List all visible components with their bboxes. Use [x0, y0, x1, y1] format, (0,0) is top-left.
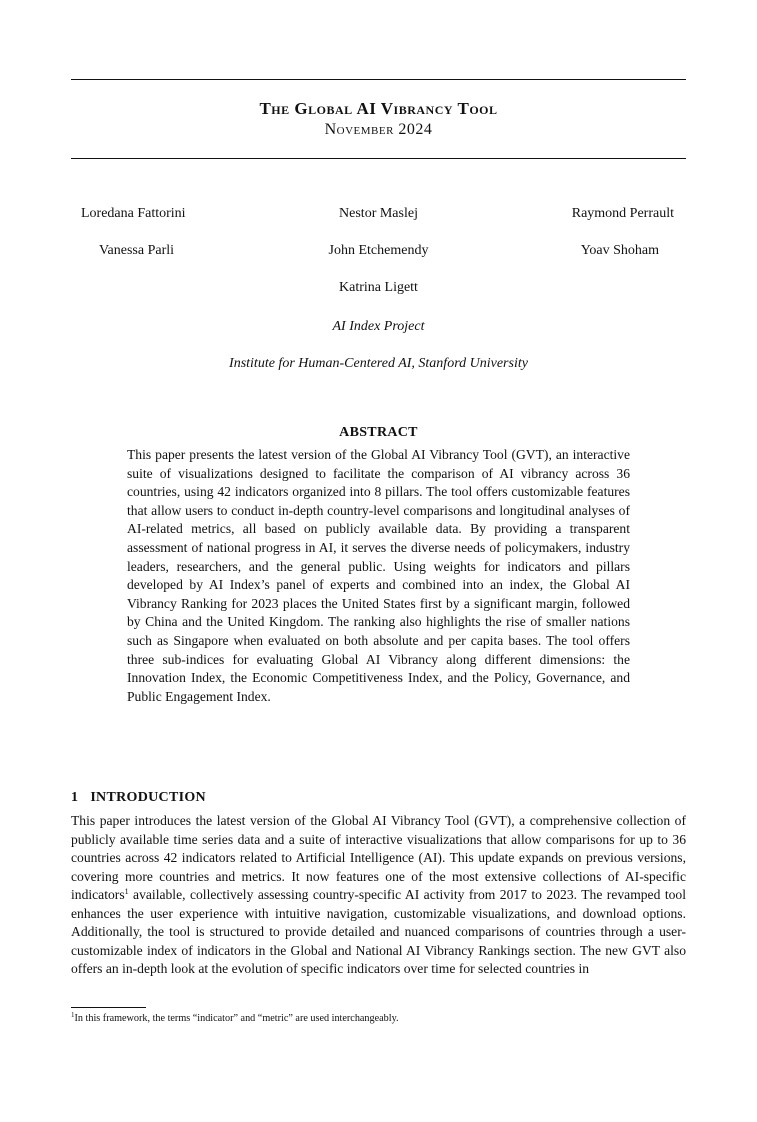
author-name: Raymond Perrault [571, 206, 674, 221]
author-row-2 [71, 243, 686, 280]
author-name: Yoav Shoham [580, 243, 659, 258]
title-bottom-rule [71, 158, 686, 159]
section-number: 1 [71, 790, 79, 805]
paper-title: The Global AI Vibrancy Tool [259, 99, 498, 118]
footnote-text: In this framework, the terms “indicator” and “metric” are used interchangeably. [74, 1013, 399, 1024]
introduction-text [71, 812, 686, 979]
abstract-text: This paper presents the latest version of the Global AI Vibrancy Tool (GVT), an interactive suite of visualizations designed to facilitate the comparison of AI vibrancy across 36 countries, using 42 indicators organized into 8 pillars. The tool offers customizable features that allow users to conduct in-depth country-level comparisons and longitudinal analyses of AI-related metrics, all based on publicly available data. By providing a transparent assessment of national progress in AI, it serves the diverse needs of policymakers, industry leaders, researchers, and the general public. Using weights for indicators and pillars developed by AI Index’s panel of experts and combined into an index, the Global AI Vibrancy Ranking for 2023 places the United States first by a significant margin, followed by China and the United Kingdom. The ranking also highlights the rise of smaller nations such as Singapore when evaluated on both absolute and per capita bases. The tool offers three sub-indices for evaluating Global AI Vibrancy along different dimensions: the Innovation Index, the Economic Competitiveness Index, and the Policy, Governance, and Public Engagement Index. [127, 447, 630, 704]
author-row-3 [71, 280, 686, 317]
abstract-heading: ABSTRACT [339, 425, 418, 440]
title-block [71, 98, 686, 140]
footnote-reference[interactable]: 1 [124, 887, 129, 896]
affiliation-institute: Institute for Human-Centered AI, Stanford University [229, 356, 528, 371]
footnote [71, 1012, 686, 1025]
title-top-rule [71, 79, 686, 80]
author-name: Nestor Maslej [339, 206, 418, 221]
author-name: John Etchemendy [328, 243, 429, 258]
section-heading-introduction [71, 790, 206, 806]
footnote-rule [71, 1007, 146, 1008]
footnote-mark: 1 [71, 1011, 75, 1019]
intro-text-part-1: This paper introduces the latest version of the Global AI Vibrancy Tool (GVT), a comprehensive collection of publicly available time series data and a suite of interactive visualizations that allow comparisons for up to 36 countries across 42 indicators related to Artificial Intelligence (AI). This update expands on previous versions, covering more countries and metrics. It now features one of the most extensive collections of AI-specific indicators [71, 813, 686, 902]
intro-text-part-2: available, collectively assessing country-specific AI activity from 2017 to 2023. The revamped tool enhances the user experience with intuitive navigation, customizable visualizations, and download options. Additionally, the tool is structured to provide detailed and nuanced comparisons of countries through a user-customizable index of indicators in the Global and National AI Vibrancy Rankings section. The new GVT also offers an in-depth look at the evolution of specific indicators over time for selected countries in [71, 887, 686, 976]
author-name: Vanessa Parli [99, 243, 175, 258]
author-row-1 [71, 206, 686, 243]
section-title: INTRODUCTION [90, 790, 206, 805]
author-name: Katrina Ligett [339, 280, 418, 295]
paper-date: November 2024 [324, 121, 433, 138]
affiliation-project: AI Index Project [332, 319, 425, 334]
author-list [71, 206, 686, 317]
author-name: Loredana Fattorini [81, 206, 186, 221]
